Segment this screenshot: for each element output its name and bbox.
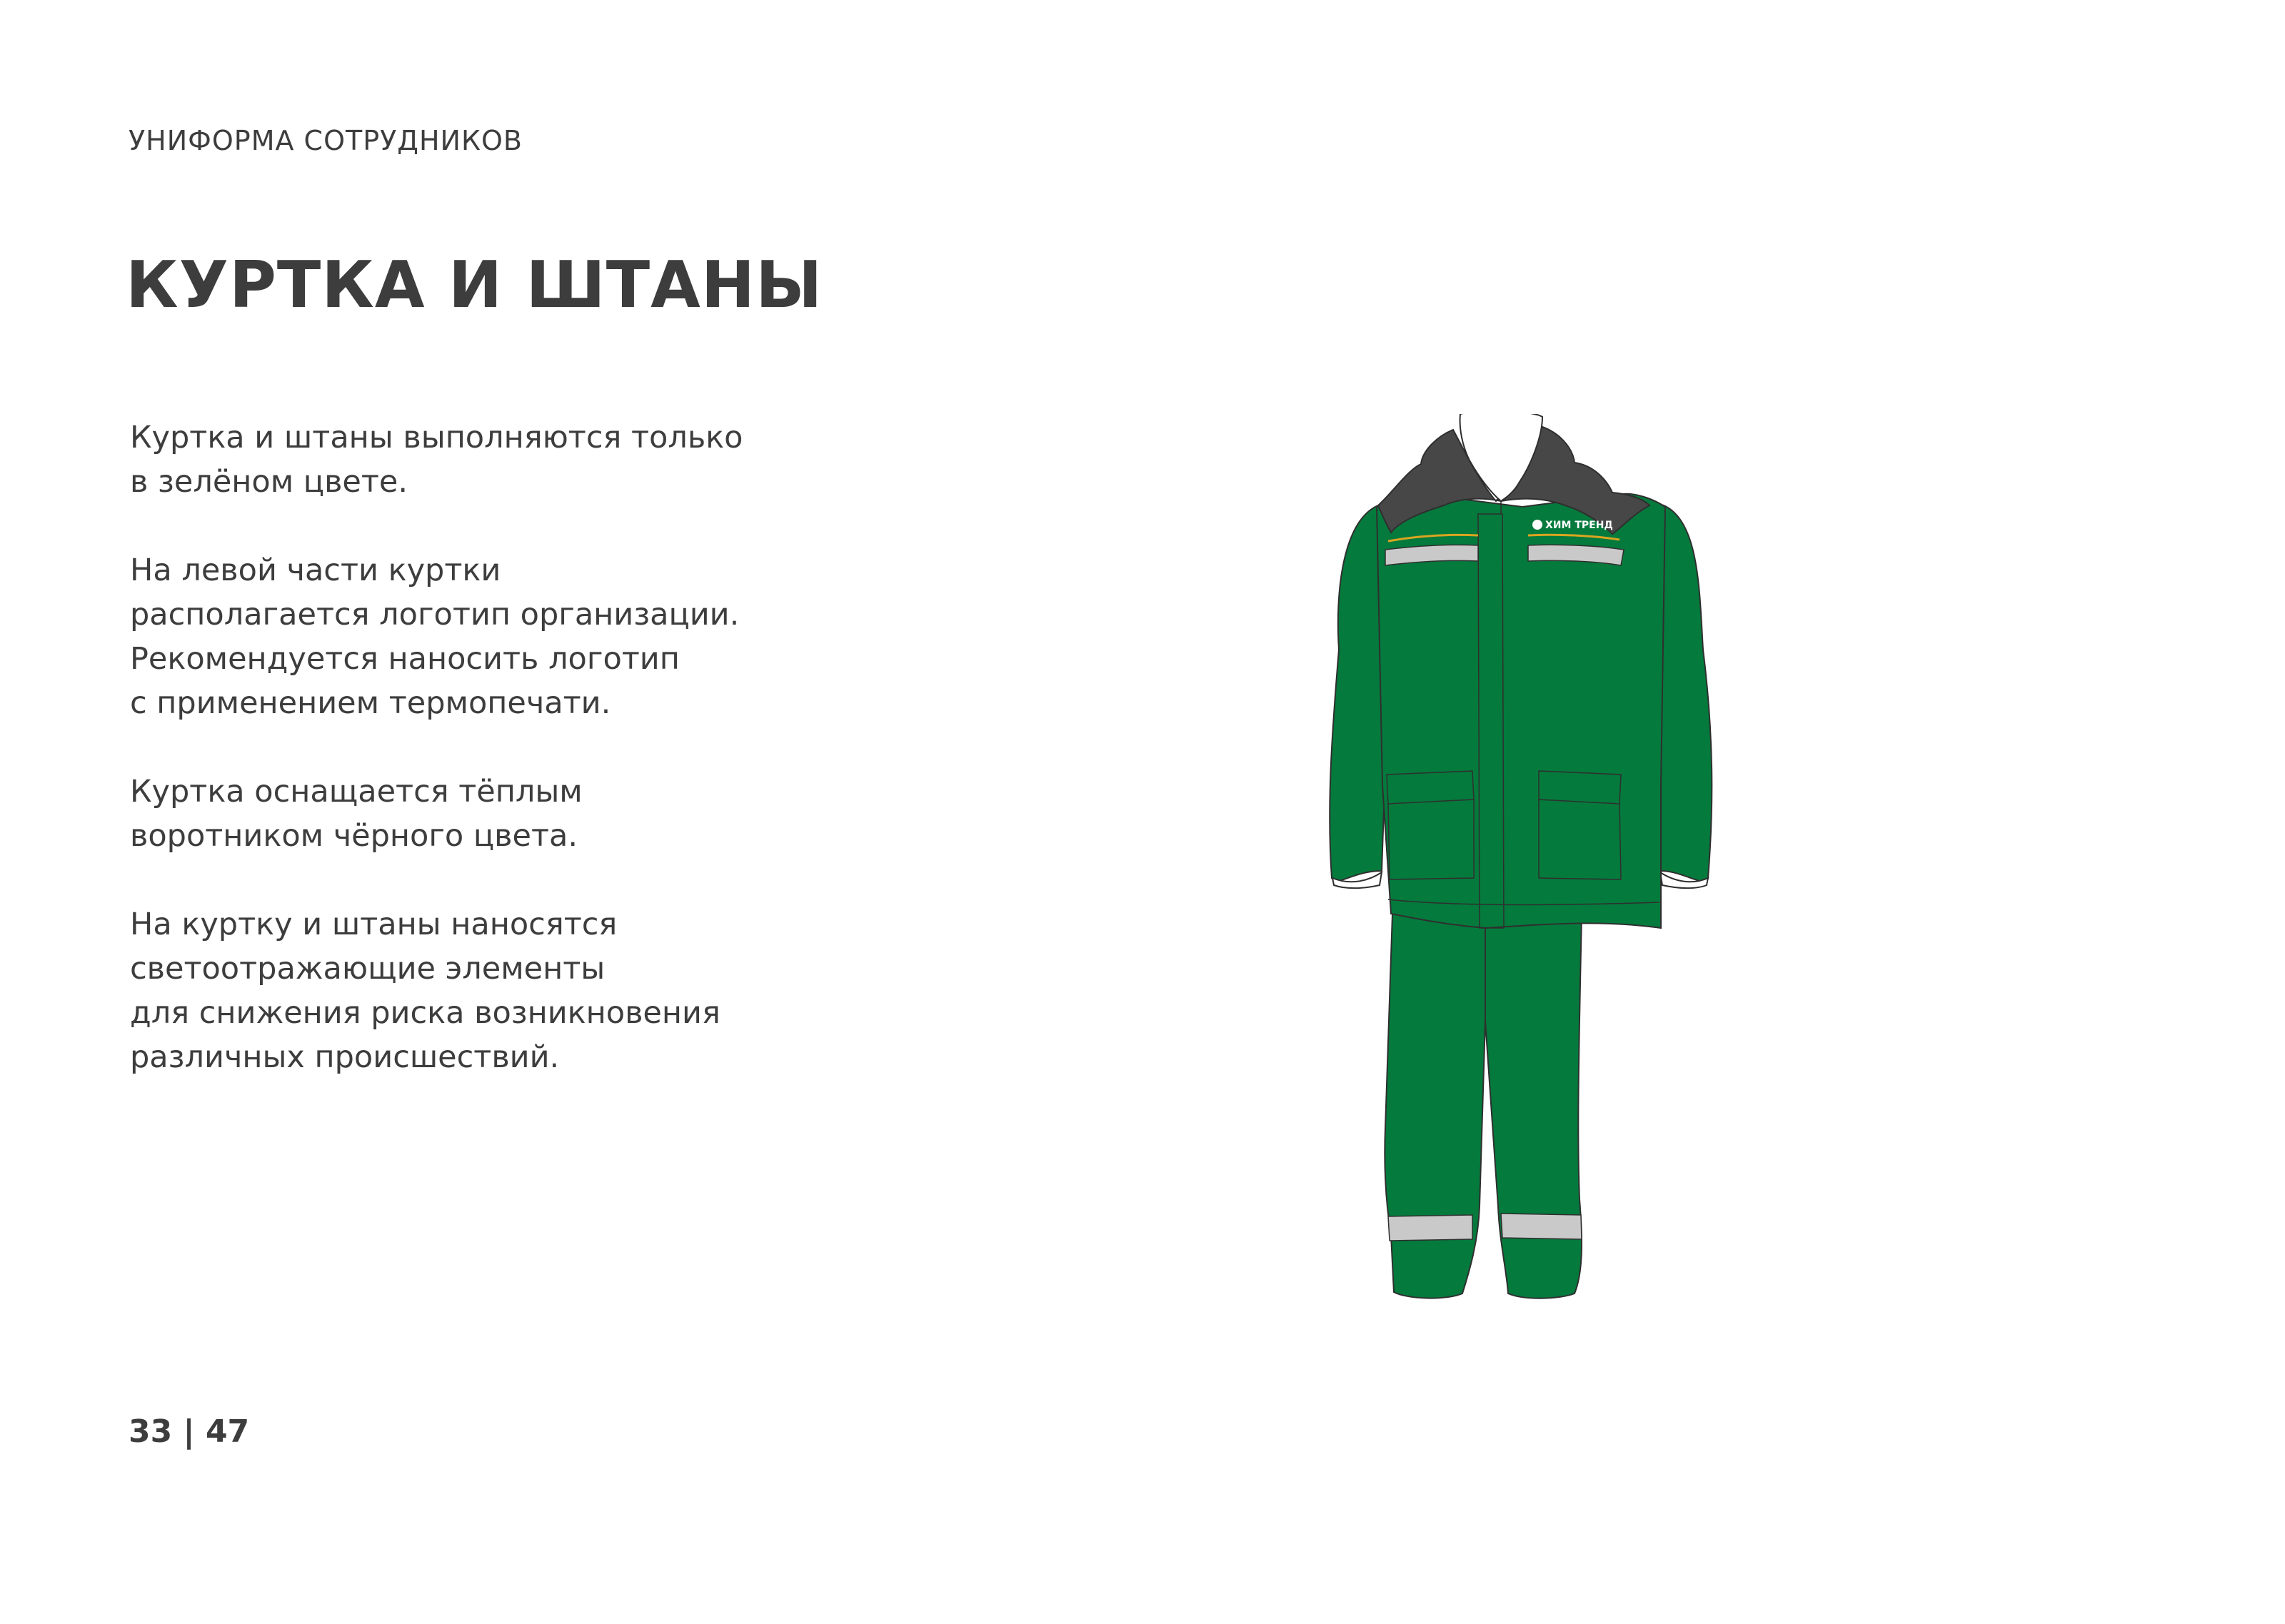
text-line: располагается логотип организации. <box>130 597 740 632</box>
paragraph-color <box>130 415 844 504</box>
page-title: КУРТКА И ШТАНЫ <box>126 248 823 323</box>
logo-icon <box>1532 520 1542 530</box>
text-line: На куртку и штаны наносятся <box>130 907 618 942</box>
section-label: УНИФОРМА СОТРУДНИКОВ <box>129 125 523 156</box>
reflective-stripe-left <box>1388 1215 1472 1241</box>
reflective-stripe-right <box>1501 1214 1582 1239</box>
text-line: в зелёном цвете. <box>130 464 408 500</box>
text-line: различных происшествий. <box>130 1039 560 1075</box>
text-line: воротником чёрного цвета. <box>130 818 578 854</box>
text-line: Рекомендуется наносить логотип <box>130 641 680 677</box>
text-line: На левой части куртки <box>130 553 501 588</box>
pocket-left <box>1387 771 1474 804</box>
paragraph-collar <box>130 770 844 858</box>
paragraph-logo <box>130 548 844 725</box>
text-line: с применением термопечати. <box>130 685 611 721</box>
text-line: Куртка и штаны выполняются только <box>130 420 743 455</box>
text-line: для снижения риска возникновения <box>130 995 720 1031</box>
paragraph-reflective <box>130 902 844 1079</box>
pocket-right <box>1539 771 1621 804</box>
body-text <box>130 415 844 1124</box>
page-number: 33 | 47 <box>129 1413 250 1450</box>
text-line: светоотражающие элементы <box>130 951 606 987</box>
uniform-illustration <box>1314 414 1742 1321</box>
text-line: Куртка оснащается тёплым <box>130 774 583 810</box>
logo-text: ХИМ ТРЕНД <box>1545 520 1613 531</box>
